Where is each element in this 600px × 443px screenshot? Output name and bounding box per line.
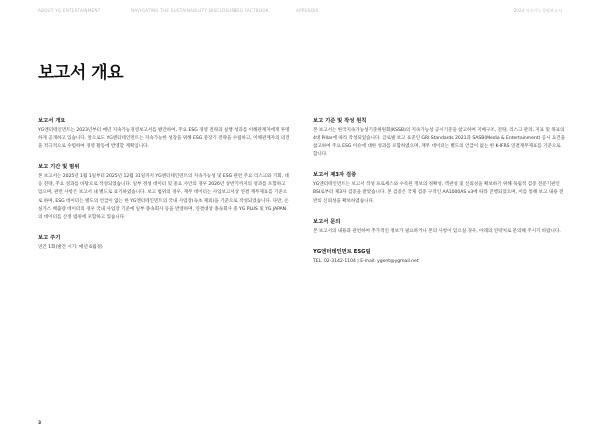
- page-title: 보고서 개요: [38, 63, 124, 83]
- section-heading: 보고서 제3자 검증: [313, 172, 357, 179]
- section-heading: 보고 기준 및 작성 원칙: [313, 118, 367, 124]
- section-reporting-period: [38, 162, 290, 222]
- section-reporting-cycle: [38, 233, 290, 252]
- page-number: 3: [38, 421, 42, 426]
- right-column: [313, 116, 565, 277]
- section-body: 본 보고서는 한국지속가능성기준위원회(KSSB)의 지속가능성 공시기준을 참고하여 지배구조, 전략, 리스크 관리, 지표 및 목표의 4대 Pillar에 따라 작성되었습니다. 글로벌 보고 표준인 GRI Standards 2021과 SASB(Media & Entertainment) 공시 요건을 참고하여 주요 ESG 이슈에 대한 성과를 포함하였으며, 재무 데이터는 별도의 언급이 없는 한 K-IFRS 연결재무제표를 기준으로 합니다.: [313, 128, 565, 158]
- section-heading: 보고 기간 및 범위: [38, 164, 80, 171]
- section-body: 본 보고서의 내용과 관련하여 추가적인 정보가 필요하거나 본의 사항이 있으실 경우, 아래의 연락처로 문의해 주시기 바랍니다.: [313, 228, 561, 234]
- nav-about[interactable]: ABOUT YG ENTERTAINMENT: [38, 8, 101, 13]
- section-body: YG엔터테인먼트는 2023년부터 매년 지속가능경영보고서를 발간하여, 주요 ESG 경영 전략과 실행 성과를 이해관계자에게 투명하게 공개하고 있습니다. 앞으로도 YG엔터테인먼트는 지속가능한 성장을 위해 ESG 중장기 전략을 수립하고, 이해관계자의 의견을 적극적으로 수렴하여 경영 활동에 반영할 계획입니다.: [38, 128, 290, 150]
- contact-info: TEL. 02-3142-1104 | E-mail. ygent@ygmail.net: [313, 258, 419, 264]
- nav-navigating-disclosure[interactable]: NAVIGATING THE SUSTAINABILITY DISCLOSURE: [131, 8, 238, 13]
- section-heading: 보고 주기: [38, 234, 61, 241]
- section-heading: 보고서 문의: [313, 218, 341, 225]
- section-report-overview: [38, 116, 290, 151]
- left-column: [38, 116, 290, 263]
- section-assurance: [313, 170, 565, 205]
- report-label: 2024 지속가능경영보고서: [513, 8, 562, 13]
- section-heading: 보고서 개요: [38, 118, 66, 124]
- top-navigation: [0, 0, 600, 22]
- section-body: YG엔터테인먼트는 보고서 작성 프로세스와 수록된 정보의 정확성, 객관성 및 신뢰성을 확보하기 위해 독립적 검증 전문기관인 BSI로부터 제3자 검증을 받았습니다. 본 검증은 국제 검증 구격인 AA1000AS v3에 따라 진행되었으며, 이를 통해 보고 내용 전반의 신뢰성을 확보하였습니다.: [313, 182, 564, 204]
- section-inquiries: [313, 217, 565, 236]
- contact-team-heading: YG엔터테인먼트 ESG팀: [313, 248, 371, 255]
- section-reporting-standards: [313, 116, 565, 159]
- nav-appendix[interactable]: APPENDIX: [296, 8, 319, 13]
- section-body: 본 보고서는 2025년 1월 1일부터 2025년 12월 31일까지 YG엔터테인먼트의 지속가능성 및 ESG 관련 주요 리스크와 기회, 대응 전략, 주요 성과를 바탕으로 작성되었습니다. 일부 정성 데이터 및 중요 사안의 경우 2026년 상반기까지의 성과를 포함하고 있으며, 관련 사항은 보고서 내 별도로 표기하였습니다. 보고 범위의 경우, 재무 데이터는 사업보고서상 연결 재무제표를 기준으로 하며, ESG 데이터는 별도의 언급이 없는 한 YG엔터테인먼트의 국내 사업장(속초 제외)을 기준으로 작성되었습니다. 다만, 온실가스 배출량 데이터의 경우 국내 사업장 기준에 일부 종속회사 등을 반영하며, 연결대상 종속회사 중 YG PLUS 및 YG JAPAN의 데이터를 산정 범위에 포함하고 있습니다.: [38, 174, 289, 220]
- section-contact: [313, 247, 565, 266]
- section-body: 연간 1회(발간 시기: 매년 6월경): [38, 244, 103, 250]
- nav-esg-factbook[interactable]: ESG FACTBOOK: [234, 8, 269, 13]
